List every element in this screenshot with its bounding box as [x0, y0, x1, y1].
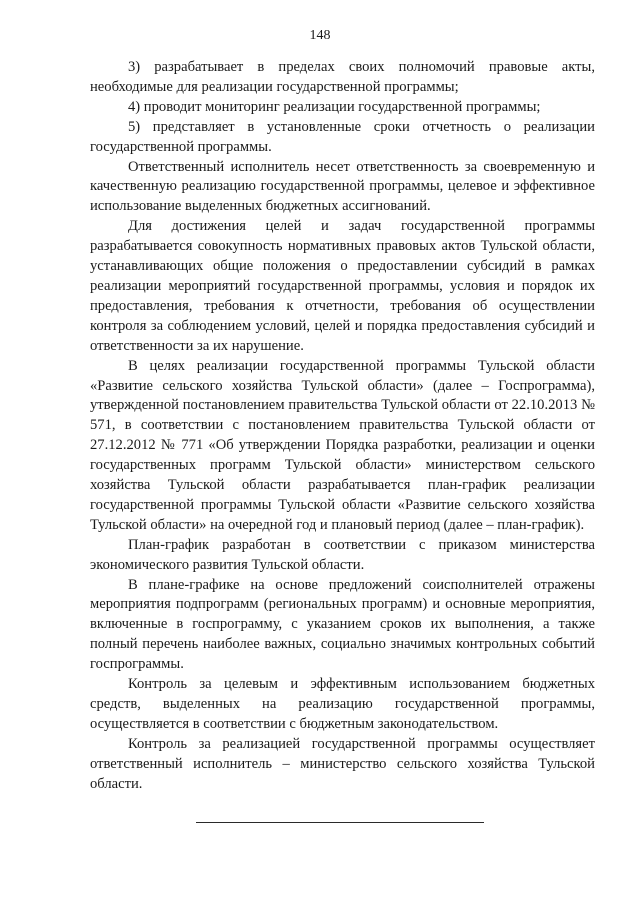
paragraph-legal-acts: Для достижения целей и задач государственной программы разрабатывается совокупность нормативных правовых актов Тульской области, устанавливающих общие положения о предоставлении субсидий в рамках реализации мероприятий государственной программы, условия и порядок их предоставления, требования к отчетности, требования об осуществлении контроля за соблюдением условий, целей и порядка предоставления субсидий и ответственности за их нарушение. — [90, 218, 595, 354]
paragraph-budget-control: Контроль за целевым и эффективным использованием бюджетных средств, выделенных на реализацию государственной программы, осуществляется в соответствии с бюджетным законодательством. — [90, 676, 595, 732]
document-body — [90, 58, 595, 795]
paragraph-item-4: 4) проводит мониторинг реализации государственной программы; — [128, 98, 541, 115]
paragraph-program-control: Контроль за реализацией государственной программы осуществляет ответственный исполнитель – министерство сельского хозяйства Тульской области. — [90, 735, 595, 792]
paragraph-plan-contents: В плане-графике на основе предложений соисполнителей отражены мероприятия подпрограмм (региональных программ) и основные мероприятия, включенные в госпрограмму, с указанием сроков их выполнения, а также полный перечень наиболее важных, социально значимых контрольных событий госпрограммы. — [90, 576, 595, 673]
paragraph-item-3: 3) разрабатывает в пределах своих полномочий правовые акты, необходимые для реализации государственной программы; — [90, 59, 595, 95]
paragraph-plan-schedule: В целях реализации государственной программы Тульской области «Развитие сельского хозяйства Тульской области» (далее – Госпрограмма), утвержденной постановлением правительства Тульской области от 22.10.2013 № 571, в соответствии с постановлением правительства Тульской области от 27.12.2012 № 771 «Об утверждении Порядка разработки, реализации и оценки государственных программ Тульской области» министерством сельского хозяйства Тульской области разрабатывается план-график реализации государственной программы Тульской области «Развитие сельского хозяйства Тульской области» на очередной год и плановый период (далее – план-график). — [90, 357, 595, 533]
closing-rule — [196, 822, 484, 823]
paragraph-responsibility: Ответственный исполнитель несет ответственность за своевременную и качественную реализацию государственной программы, целевое и эффективное использование выделенных бюджетных ассигнований. — [90, 158, 595, 215]
paragraph-item-5: 5) представляет в установленные сроки отчетность о реализации государственной программы. — [90, 118, 595, 155]
page-number: 148 — [309, 28, 331, 43]
paragraph-plan-basis: План-график разработан в соответствии с приказом министерства экономического развития Тульской области. — [90, 536, 595, 573]
